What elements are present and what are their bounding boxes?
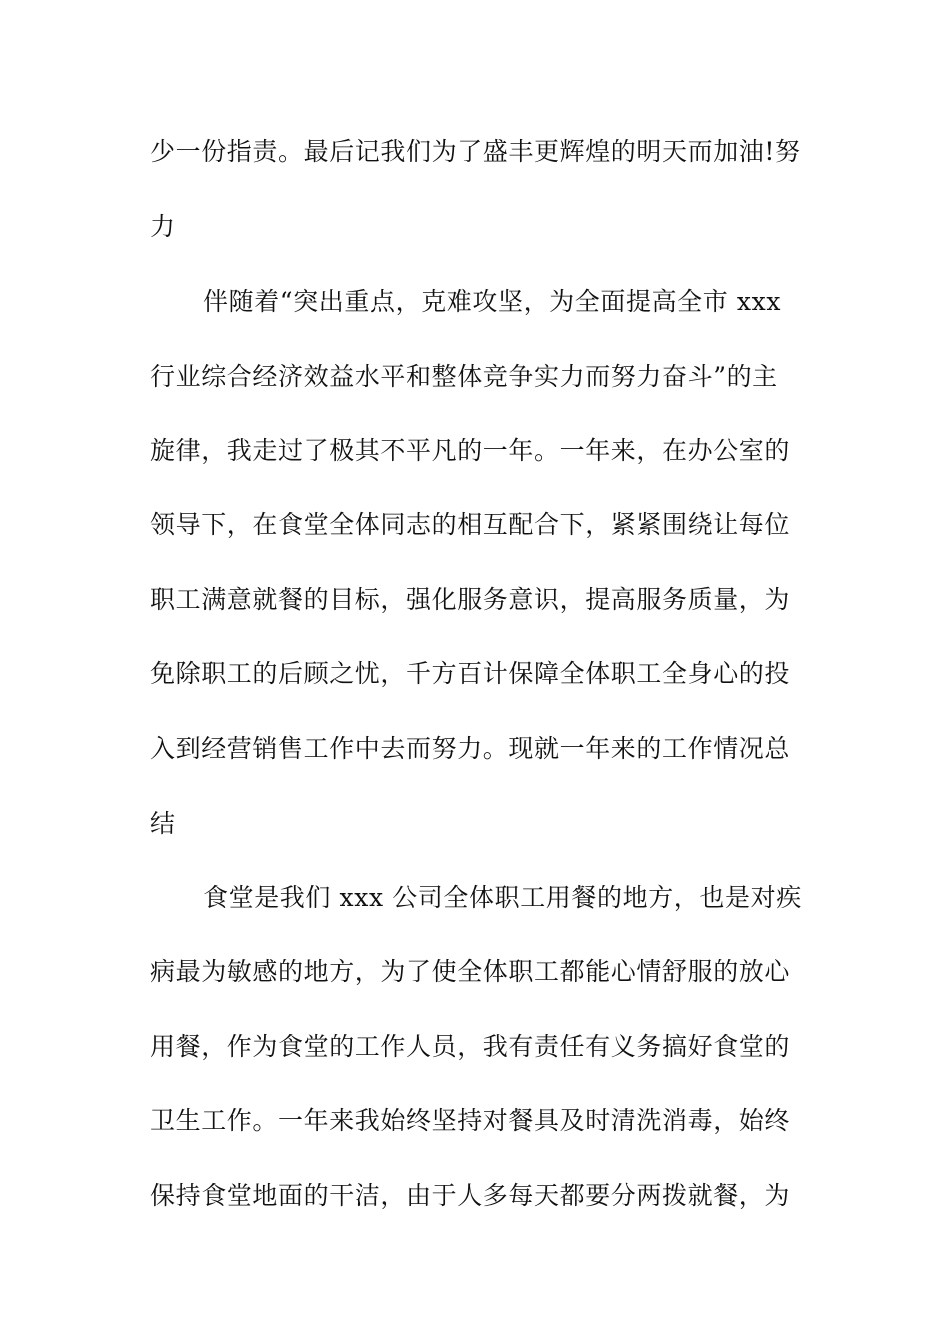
text-line: 用餐，作为食堂的工作人员，我有责任有义务搞好食堂的: [150, 1032, 791, 1061]
text-line: 力: [150, 212, 176, 241]
text-line: 病最为敏感的地方，为了使全体职工都能心情舒服的放心: [150, 957, 791, 986]
text-line: 领导下，在食堂全体同志的相互配合下，紧紧围绕让每位: [150, 510, 791, 539]
text-line: 旋律，我走过了极其不平凡的一年。一年来，在办公室的: [150, 436, 791, 465]
text-line: 行业综合经济效益水平和整体竞争实力而努力奋斗”的主: [150, 362, 778, 391]
text-line: 结: [150, 809, 176, 838]
text-line: 职工满意就餐的目标，强化服务意识，提高服务质量，为: [150, 585, 791, 614]
paragraph-first-line: 伴随着“突出重点，克难攻坚，为全面提高全市 xxx: [203, 287, 782, 316]
text-line: 免除职工的后顾之忧，千方百计保障全体职工全身心的投: [150, 659, 791, 688]
text-line: 卫生工作。一年来我始终坚持对餐具及时清洗消毒，始终: [150, 1106, 791, 1135]
text-line: 入到经营销售工作中去而努力。现就一年来的工作情况总: [150, 734, 791, 763]
text-line: 少一份指责。最后记我们为了盛丰更辉煌的明天而加油!努: [150, 137, 801, 166]
text-line: 保持食堂地面的干洁，由于人多每天都要分两拨就餐，为: [150, 1181, 791, 1210]
paragraph-first-line: 食堂是我们 xxx 公司全体职工用餐的地方，也是对疾: [203, 883, 802, 912]
